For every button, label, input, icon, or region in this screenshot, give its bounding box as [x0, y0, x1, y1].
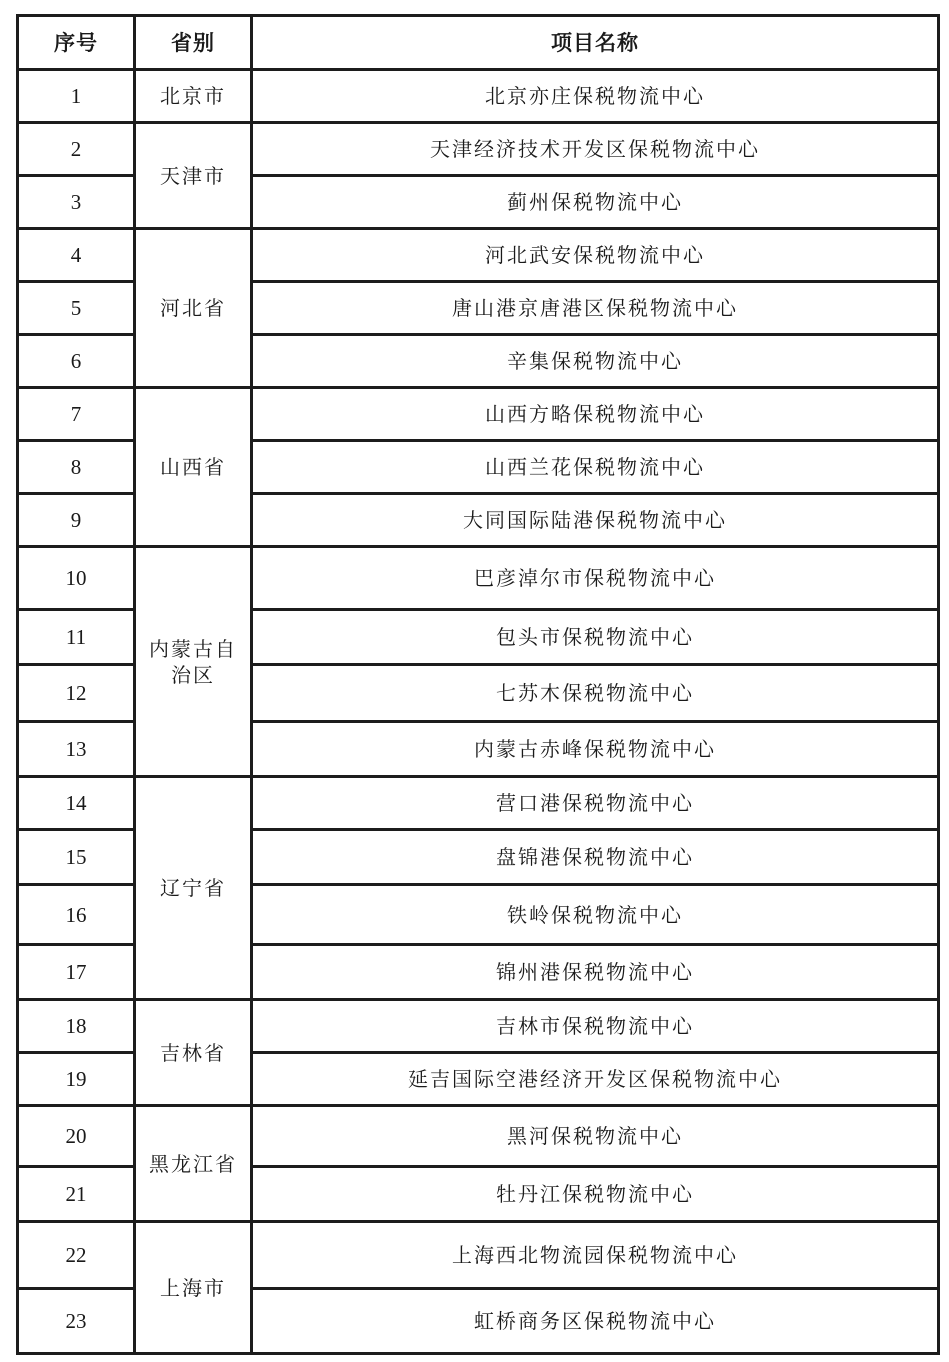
project-name: 铁岭保税物流中心: [252, 885, 939, 945]
row-number: 3: [18, 176, 135, 229]
province-cell: 河北省: [135, 229, 252, 388]
project-name: 牡丹江保税物流中心: [252, 1167, 939, 1222]
row-number: 4: [18, 229, 135, 282]
project-name: 内蒙古赤峰保税物流中心: [252, 722, 939, 777]
header-project-name: 项目名称: [252, 16, 939, 70]
row-number: 9: [18, 494, 135, 547]
province-cell: 北京市: [135, 70, 252, 123]
table-row: [18, 123, 939, 176]
table-row: [18, 547, 939, 610]
row-number: 21: [18, 1167, 135, 1222]
table-row: [18, 229, 939, 282]
table-row: [18, 70, 939, 123]
project-name: 河北武安保税物流中心: [252, 229, 939, 282]
province-cell: 山西省: [135, 388, 252, 547]
project-name: 北京亦庄保税物流中心: [252, 70, 939, 123]
table-row: [18, 1222, 939, 1289]
province-cell: 辽宁省: [135, 777, 252, 1000]
row-number: 2: [18, 123, 135, 176]
row-number: 16: [18, 885, 135, 945]
project-name: 黑河保税物流中心: [252, 1106, 939, 1167]
row-number: 10: [18, 547, 135, 610]
row-number: 6: [18, 335, 135, 388]
project-name: 盘锦港保税物流中心: [252, 830, 939, 885]
row-number: 14: [18, 777, 135, 830]
project-name: 锦州港保税物流中心: [252, 945, 939, 1000]
row-number: 12: [18, 665, 135, 722]
province-cell: 内蒙古自治区: [135, 547, 252, 777]
project-name: 包头市保税物流中心: [252, 610, 939, 665]
row-number: 7: [18, 388, 135, 441]
header-index: 序号: [18, 16, 135, 70]
row-number: 15: [18, 830, 135, 885]
project-name: 吉林市保税物流中心: [252, 1000, 939, 1053]
table-row: [18, 777, 939, 830]
project-name: 山西方略保税物流中心: [252, 388, 939, 441]
project-name: 上海西北物流园保税物流中心: [252, 1222, 939, 1289]
project-name: 巴彦淖尔市保税物流中心: [252, 547, 939, 610]
province-cell: 黑龙江省: [135, 1106, 252, 1222]
row-number: 20: [18, 1106, 135, 1167]
province-cell: 天津市: [135, 123, 252, 229]
row-number: 13: [18, 722, 135, 777]
row-number: 23: [18, 1289, 135, 1354]
row-number: 19: [18, 1053, 135, 1106]
row-number: 11: [18, 610, 135, 665]
project-name: 虹桥商务区保税物流中心: [252, 1289, 939, 1354]
table-row: [18, 1106, 939, 1167]
province-cell: 吉林省: [135, 1000, 252, 1106]
province-cell: 上海市: [135, 1222, 252, 1354]
project-name: 蓟州保税物流中心: [252, 176, 939, 229]
project-name: 辛集保税物流中心: [252, 335, 939, 388]
table-row: [18, 388, 939, 441]
row-number: 17: [18, 945, 135, 1000]
row-number: 18: [18, 1000, 135, 1053]
project-name: 山西兰花保税物流中心: [252, 441, 939, 494]
header-province: 省别: [135, 16, 252, 70]
logistics-center-table-sheet: [16, 14, 937, 1354]
project-name: 七苏木保税物流中心: [252, 665, 939, 722]
logistics-center-table: [16, 14, 940, 1355]
project-name: 天津经济技术开发区保税物流中心: [252, 123, 939, 176]
row-number: 8: [18, 441, 135, 494]
table-header-row: [18, 16, 939, 70]
row-number: 22: [18, 1222, 135, 1289]
project-name: 营口港保税物流中心: [252, 777, 939, 830]
project-name: 延吉国际空港经济开发区保税物流中心: [252, 1053, 939, 1106]
row-number: 1: [18, 70, 135, 123]
table-row: [18, 1000, 939, 1053]
row-number: 5: [18, 282, 135, 335]
project-name: 唐山港京唐港区保税物流中心: [252, 282, 939, 335]
project-name: 大同国际陆港保税物流中心: [252, 494, 939, 547]
